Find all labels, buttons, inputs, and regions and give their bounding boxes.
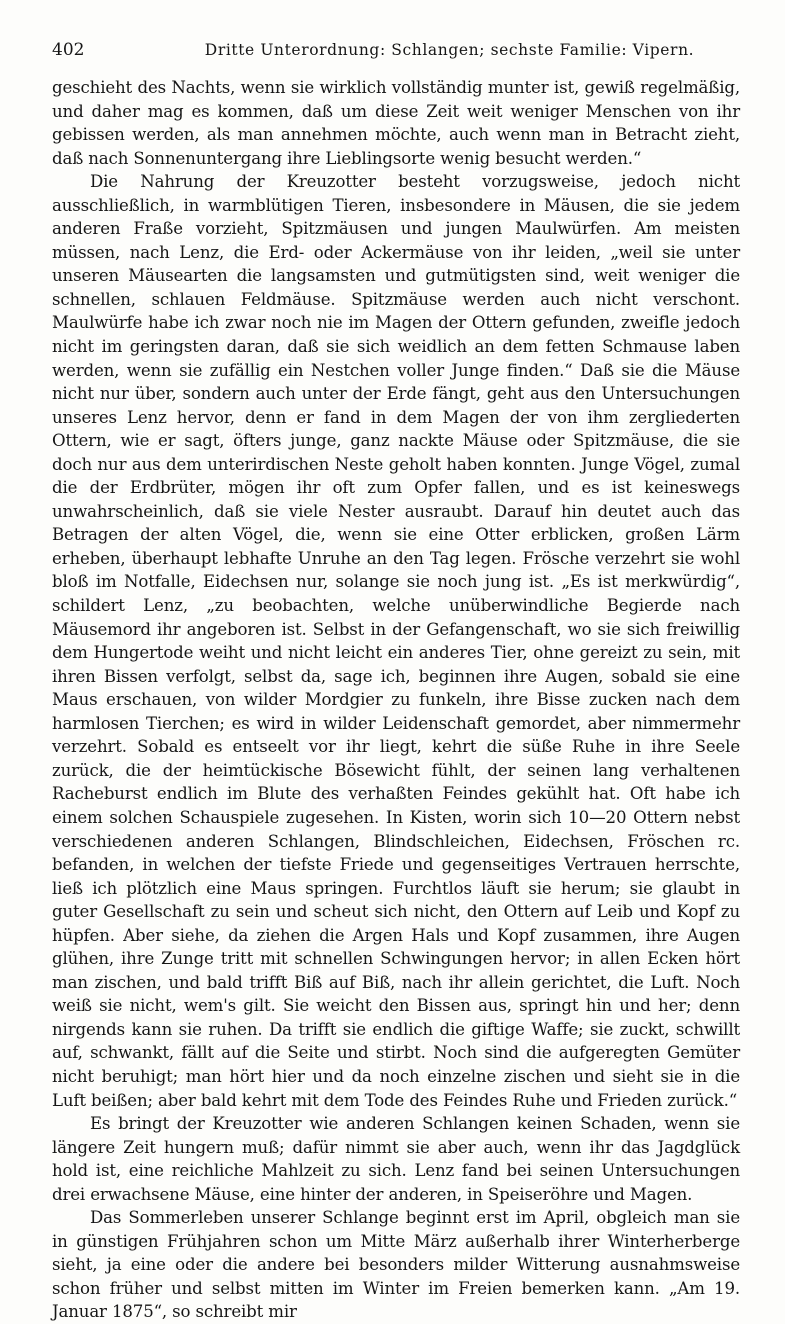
running-head [52,38,740,62]
paragraph: Es bringt der Kreuzotter wie anderen Schlangen keinen Schaden, wenn sie längere Zeit hungern muß; dafür nimmt sie aber auch, wenn ihr das Jagdglück hold ist, eine reichliche Mahlzeit zu sich. Lenz fand bei seinen Untersuchungen drei erwachsene Mäuse, eine hinter der anderen, in Speiseröhre und Magen. [52,1114,740,1204]
body-text [52,76,740,1324]
paragraph: Die Nahrung der Kreuzotter besteht vorzugsweise, jedoch nicht ausschließlich, in warmblütigen Tieren, insbesondere in Mäusen, die sie jedem anderen Fraße vorzieht, Spitzmäusen und jungen Maulwürfen. Am meisten müssen, nach Lenz, die Erd- oder Ackermäuse von ihr leiden, „weil sie unter unseren Mäusearten die langsamsten und gutmütigsten sind, weit weniger die schnellen, schlauen Feldmäuse. Spitzmäuse werden auch nicht verschont. Maulwürfe habe ich zwar noch nie im Magen der Ottern gefunden, zweifle jedoch nicht im geringsten daran, daß sie sich weidlich an dem fetten Schmause laben werden, wenn sie zufällig ein Nestchen voller Junge finden.“ Daß sie die Mäuse nicht nur über, sondern auch unter der Erde fängt, geht aus den Untersuchungen unseres Lenz hervor, denn er fand in dem Magen der von ihm zergliederten Ottern, wie er sagt, öfters junge, ganz nackte Mäuse oder Spitzmäuse, die sie doch nur aus dem unterirdischen Neste geholt haben konnten. Junge Vögel, zumal die der Erdbrüter, mögen ihr oft zum Opfer fallen, und es ist keineswegs unwahrscheinlich, daß sie viele Nester ausraubt. Darauf hin deutet auch das Betragen der alten Vögel, die, wenn sie eine Otter erblicken, großen Lärm erheben, überhaupt lebhafte Unruhe an den Tag legen. Frösche verzehrt sie wohl bloß im Notfalle, Eidechsen nur, solange sie noch jung ist. „Es ist merkwürdig“, schildert Lenz, „zu beobachten, welche unüberwindliche Begierde nach Mäusemord ihr angeboren ist. Selbst in der Gefangenschaft, wo sie sich freiwillig dem Hungertode weiht und nicht leicht ein anderes Tier, ohne gereizt zu sein, mit ihren Bissen verfolgt, selbst da, sage ich, beginnen ihre Augen, sobald sie eine Maus erschauen, von wilder Mordgier zu funkeln, ihre Bisse zucken nach dem harmlosen Tierchen; es wird in wilder Leidenschaft gemordet, aber nimmermehr verzehrt. Sobald es entseelt vor ihr liegt, kehrt die süße Ruhe in ihre Seele zurück, die der heimtückische Bösewicht fühlt, der seinen lang verhaltenen Racheburst endlich im Blute des verhaßten Feindes gekühlt hat. Oft habe ich einem solchen Schauspiele zugesehen. In Kisten, worin sich 10—20 Ottern nebst verschiedenen anderen Schlangen, Blindschleichen, Eidechsen, Fröschen rc. befanden, in welchen der tiefste Friede und gegenseitiges Vertrauen herrschte, ließ ich plötzlich eine Maus springen. Furchtlos läuft sie herum; sie glaubt in guter Gesellschaft zu sein und scheut sich nicht, den Ottern auf Leib und Kopf zu hüpfen. Aber siehe, da ziehen die Argen Hals und Kopf zusammen, ihre Augen glühen, ihre Zunge tritt mit schnellen Schwingungen hervor; in allen Ecken hört man zischen, und bald trifft Biß auf Biß, nach ihr allein gerichtet, die Luft. Noch weiß sie nicht, wem's gilt. Sie weicht den Bissen aus, springt hin und her; denn nirgends kann sie ruhen. Da trifft sie endlich die giftige Waffe; sie zuckt, schwillt auf, schwankt, fällt auf die Seite und stirbt. Noch sind die aufgeregten Gemüter nicht beruhigt; man hört hier und da noch einzelne zischen und sieht sie in die Luft beißen; aber bald kehrt mit dem Tode des Feindes Ruhe und Frieden zurück.“ [52,172,740,1110]
page-number: 402 [52,40,85,60]
paragraph: Das Sommerleben unserer Schlange beginnt erst im April, obgleich man sie in günstigen Frühjahren schon um Mitte März außerhalb ihrer Winterherberge sieht, ja eine oder die andere bei besonders milder Witterung ausnahmsweise schon früher und selbst mitten im Winter im Freien bemerken kann. „Am 19. Januar 1875“, so schreibt mir [52,1208,740,1322]
paragraph: geschieht des Nachts, wenn sie wirklich vollständig munter ist, gewiß regelmäßig, und daher mag es kommen, daß um diese Zeit weit weniger Menschen von ihr gebissen werden, als man annehmen möchte, auch wenn man in Betracht zieht, daß nach Sonnenuntergang ihre Lieblingsorte wenig besucht werden.“ [52,78,740,168]
running-title: Dritte Unterordnung: Schlangen; sechste Familie: Vipern. [204,41,695,59]
